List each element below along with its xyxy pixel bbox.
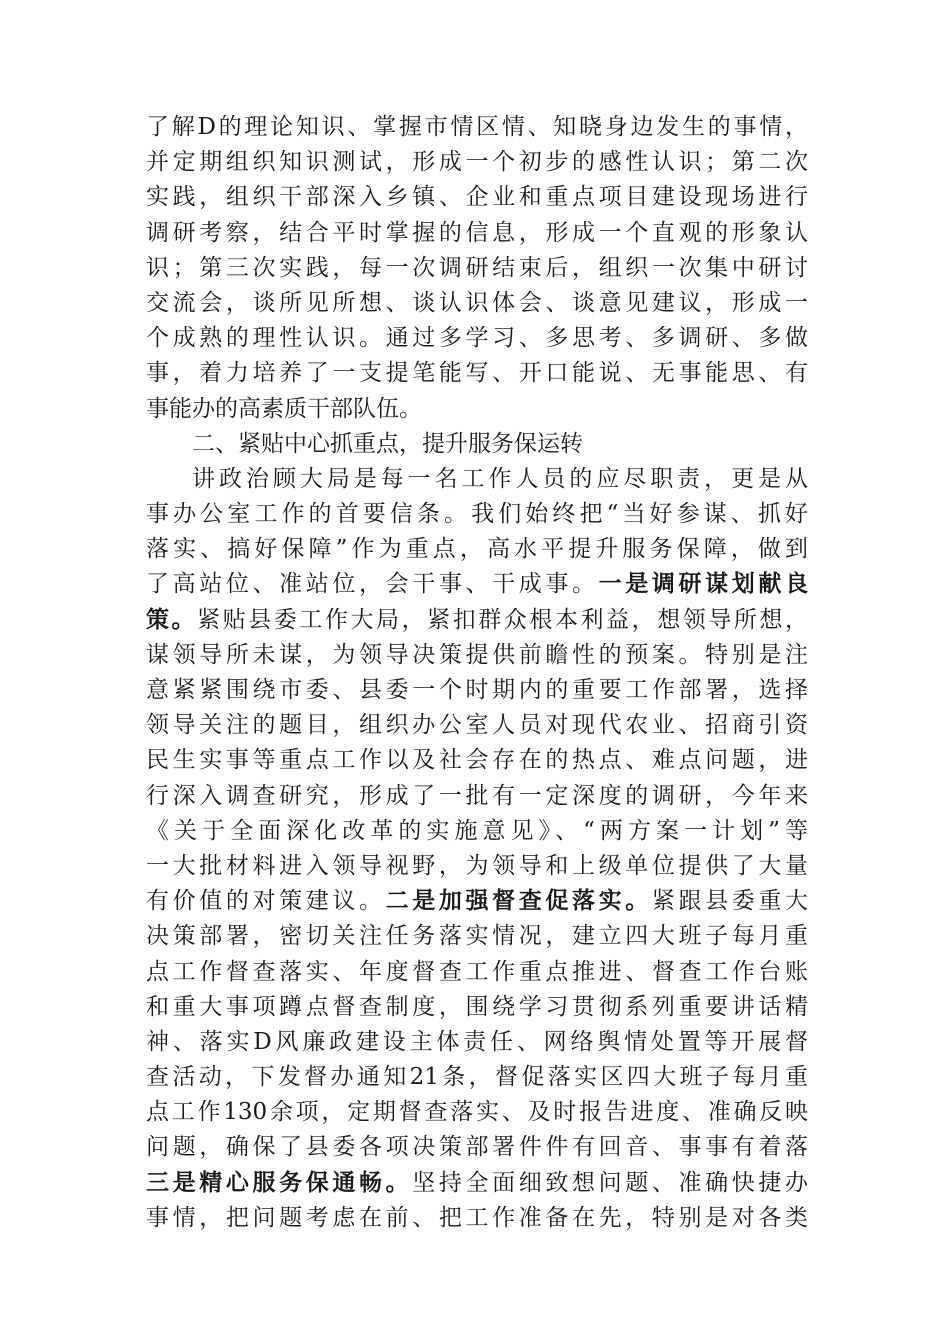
- paragraph-line: 领导关注的题目，组织办公室人员对现代农业、招商引资: [146, 712, 808, 739]
- paragraph-line: 个成熟的理性认识。通过多学习、多思考、多调研、多做: [146, 325, 808, 352]
- line-text: 紧贴县委工作大局，紧扣群众根本利益，想领导所想，: [197, 606, 809, 633]
- paragraph-line: 讲政治顾大局是每一名工作人员的应尽职责，更是从: [192, 465, 808, 492]
- paragraph-line: 意紧紧围绕市委、县委一个时期内的重要工作部署，选择: [146, 677, 808, 703]
- paragraph-line: 并定期组织知识测试，形成一个初步的感性认识；第二次: [146, 149, 808, 176]
- line-text: 坚持全面细致想问题、准确快捷办: [412, 1169, 808, 1196]
- paragraph-line: 民生实事等重点工作以及社会存在的热点、难点问题，进: [146, 747, 808, 774]
- paragraph-line: 点工作130余项，定期督查落实、及时报告进度、准确反映: [146, 1099, 808, 1126]
- paragraph-line: [146, 603, 808, 638]
- paragraph-line: 落实、搞好保障”作为重点，高水平提升服务保障，做到: [146, 536, 808, 563]
- bold-lead-in: 一是调研谋划献良: [598, 571, 808, 598]
- paragraph-line: 了解D的理论知识、掌握市情区情、知晓身边发生的事情，: [146, 114, 808, 140]
- paragraph-line: 事情，把问题考虑在前、把工作准备在先，特别是对各类: [146, 1204, 808, 1231]
- paragraph-line: [146, 884, 808, 919]
- bold-lead-in: 策。: [146, 606, 198, 633]
- paragraph-line: 神、落实D风廉政建设主体责任、网络舆情处置等开展督: [146, 1028, 808, 1055]
- paragraph-line: 行深入调查研究，形成了一批有一定深度的调研，今年来: [146, 782, 808, 809]
- paragraph-line: 交流会，谈所见所想、谈认识体会、谈意见建议，形成一: [146, 289, 808, 316]
- paragraph-line: 点工作督查落实、年度督查工作重点推进、督查工作台账: [146, 958, 808, 985]
- document-body: [146, 110, 808, 1236]
- paragraph-line: 识；第三次实践，每一次调研结束后，组织一次集中研讨: [146, 254, 808, 281]
- paragraph-line: 实践，组织干部深入乡镇、企业和重点项目建设现场进行: [146, 184, 808, 211]
- paragraph-line: 一大批材料进入领导视野，为领导和上级单位提供了大量: [146, 852, 808, 879]
- paragraph-line: 事，着力培养了一支提笔能写、开口能说、无事能思、有: [146, 360, 808, 387]
- paragraph-line: [146, 1166, 808, 1201]
- paragraph-line: 调研考察，结合平时掌握的信息，形成一个直观的形象认: [146, 219, 808, 246]
- paragraph-line: 事能办的高素质干部队伍。: [146, 395, 422, 422]
- paragraph-line: 《关于全面深化改革的实施意见》、“两方案一计划”等: [146, 817, 808, 844]
- paragraph-line: 查活动，下发督办通知21条，督促落实区四大班子每月重: [146, 1064, 808, 1091]
- paragraph-line: 事办公室工作的首要信条。我们始终把“当好参谋、抓好: [146, 501, 808, 528]
- line-text: 紧跟县委重大: [651, 888, 808, 915]
- paragraph-line: [146, 567, 808, 602]
- line-text: 了高站位、准站位，会干事、干成事。: [146, 571, 599, 598]
- section-heading: 二、紧贴中心抓重点，提升服务保运转: [192, 430, 583, 457]
- paragraph-line: 问题，确保了县委各项决策部署件件有回音、事事有着落: [146, 1134, 808, 1161]
- paragraph-line: 和重大事项蹲点督查制度，围绕学习贯彻系列重要讲话精: [146, 993, 808, 1020]
- bold-lead-in: 二是加强督查促落实。: [385, 888, 652, 915]
- bold-lead-in: 三是精心服务保通畅。: [146, 1169, 413, 1196]
- line-text: 有价值的对策建议。: [146, 888, 386, 915]
- paragraph-line: 谋领导所未谋，为领导决策提供前瞻性的预案。特别是注: [146, 641, 808, 668]
- paragraph-line: 决策部署，密切关注任务落实情况，建立四大班子每月重: [146, 923, 808, 950]
